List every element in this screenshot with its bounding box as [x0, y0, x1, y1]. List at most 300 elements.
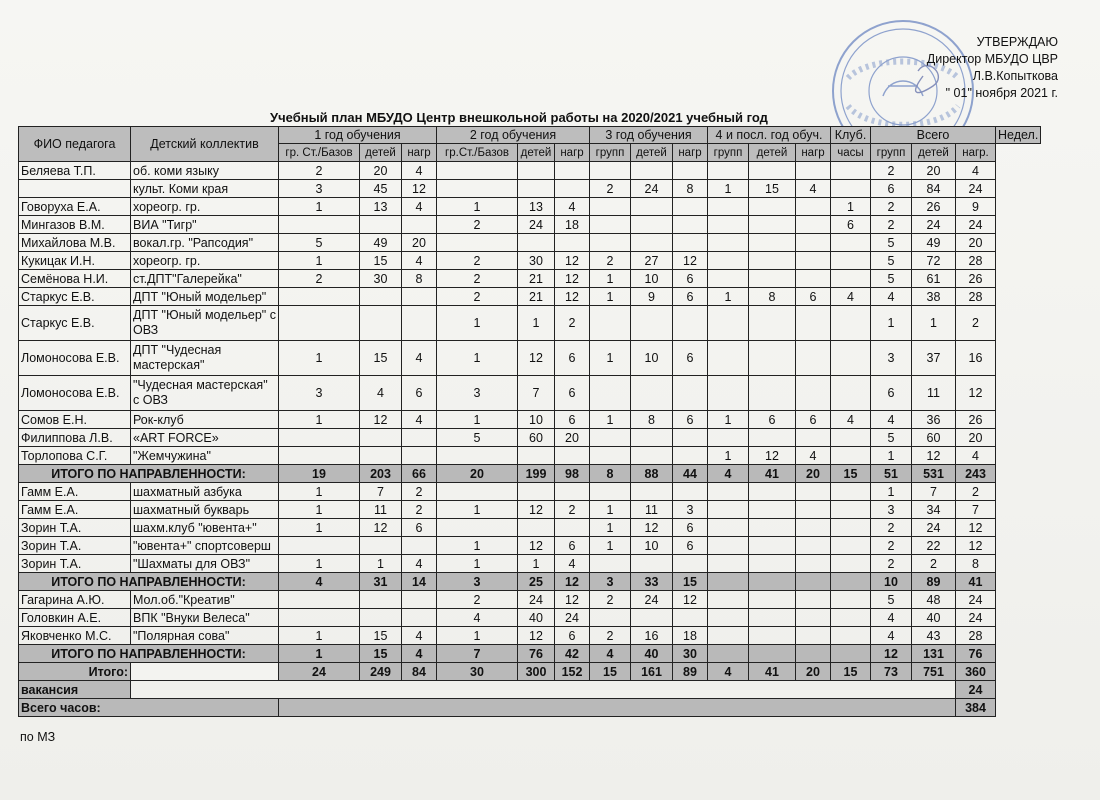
value-cell: 1 [279, 198, 360, 216]
subtotal-value: 3 [590, 573, 631, 591]
value-cell: 12 [518, 341, 555, 376]
value-cell: 2 [871, 537, 912, 555]
value-cell [437, 519, 518, 537]
value-cell: 28 [956, 627, 996, 645]
value-cell [590, 609, 631, 627]
teacher-name: Михайлова М.В. [19, 234, 131, 252]
value-cell: 5 [437, 429, 518, 447]
value-cell: 7 [912, 483, 956, 501]
value-cell: 10 [631, 537, 673, 555]
table-row [19, 270, 1041, 288]
value-cell [279, 609, 360, 627]
value-cell: 15 [360, 252, 402, 270]
value-cell: 28 [956, 252, 996, 270]
grand-total-value: 84 [402, 663, 437, 681]
value-cell [518, 519, 555, 537]
subtotal-value: 7 [437, 645, 518, 663]
header-year4: 4 и посл. год обуч. [708, 127, 831, 144]
value-cell: 27 [631, 252, 673, 270]
approval-position: Директор МБУДО ЦВР [926, 52, 1058, 66]
value-cell: 12 [749, 447, 796, 465]
value-cell: 3 [279, 180, 360, 198]
grand-total-value: 30 [437, 663, 518, 681]
value-cell: 2 [279, 270, 360, 288]
value-cell [708, 376, 749, 411]
value-cell: 1 [437, 501, 518, 519]
collective-name: шахматный букварь [131, 501, 279, 519]
empty-cell [279, 699, 956, 717]
subtotal-value [796, 645, 831, 663]
subtotal-value: 12 [871, 645, 912, 663]
value-cell: 9 [631, 288, 673, 306]
value-cell: 5 [279, 234, 360, 252]
value-cell: 4 [956, 447, 996, 465]
subtotal-value: 33 [631, 573, 673, 591]
value-cell [279, 288, 360, 306]
subtotal-value: 42 [555, 645, 590, 663]
value-cell: 4 [402, 627, 437, 645]
value-cell: 6 [673, 341, 708, 376]
subtotal-value: 15 [831, 465, 871, 483]
vacancy-label: вакансия [19, 681, 131, 699]
table-row [19, 555, 1041, 573]
value-cell: 4 [555, 198, 590, 216]
value-cell: 4 [555, 555, 590, 573]
value-cell [360, 537, 402, 555]
approval-signatory: Л.В.Копыткова [972, 69, 1058, 83]
value-cell [631, 483, 673, 501]
teacher-name [19, 180, 131, 198]
value-cell: 1 [871, 447, 912, 465]
value-cell [590, 447, 631, 465]
teacher-name: Старкус Е.В. [19, 288, 131, 306]
subtotal-label: ИТОГО ПО НАПРАВЛЕННОСТИ: [19, 573, 279, 591]
value-cell: 1 [437, 198, 518, 216]
value-cell [749, 198, 796, 216]
table-row [19, 483, 1041, 501]
subtotal-value: 41 [956, 573, 996, 591]
value-cell: 60 [518, 429, 555, 447]
value-cell [590, 306, 631, 341]
collective-name: Рок-клуб [131, 411, 279, 429]
value-cell [831, 519, 871, 537]
subtotal-value: 14 [402, 573, 437, 591]
value-cell: 1 [590, 341, 631, 376]
value-cell: 22 [912, 537, 956, 555]
table-row [19, 288, 1041, 306]
value-cell: 15 [749, 180, 796, 198]
subtotal-value [831, 573, 871, 591]
subtotal-value [749, 645, 796, 663]
value-cell [279, 447, 360, 465]
value-cell: 4 [956, 162, 996, 180]
value-cell: 6 [402, 376, 437, 411]
value-cell [708, 609, 749, 627]
value-cell: 2 [437, 270, 518, 288]
value-cell: 24 [956, 609, 996, 627]
value-cell [673, 429, 708, 447]
table-row [19, 216, 1041, 234]
value-cell: 4 [402, 341, 437, 376]
grand-total-value: 73 [871, 663, 912, 681]
subheader-cell: детей [518, 144, 555, 162]
subtotal-value: 243 [956, 465, 996, 483]
subtotal-value: 76 [956, 645, 996, 663]
collective-name: шахм.клуб "ювента+" [131, 519, 279, 537]
subheader-cell: нагр [402, 144, 437, 162]
vacancy-value: 24 [956, 681, 996, 699]
value-cell [749, 501, 796, 519]
value-cell: 5 [871, 252, 912, 270]
value-cell [631, 376, 673, 411]
value-cell: 8 [402, 270, 437, 288]
value-cell: 24 [631, 591, 673, 609]
value-cell [796, 270, 831, 288]
collective-name: ДПТ "Юный модельер" с ОВЗ [131, 306, 279, 341]
value-cell [708, 234, 749, 252]
value-cell: 2 [590, 591, 631, 609]
value-cell: 26 [912, 198, 956, 216]
value-cell: 2 [279, 162, 360, 180]
subtotal-value [749, 573, 796, 591]
value-cell: 6 [402, 519, 437, 537]
value-cell [749, 306, 796, 341]
value-cell [796, 162, 831, 180]
value-cell: 24 [956, 591, 996, 609]
value-cell [673, 306, 708, 341]
value-cell [796, 376, 831, 411]
grand-total-value: 161 [631, 663, 673, 681]
teacher-name: Ломоносова Е.В. [19, 376, 131, 411]
value-cell: 4 [796, 447, 831, 465]
value-cell [749, 252, 796, 270]
value-cell [796, 341, 831, 376]
value-cell [673, 162, 708, 180]
value-cell [631, 555, 673, 573]
all-hours-row [19, 699, 1041, 717]
teacher-name: Сомов Е.Н. [19, 411, 131, 429]
value-cell [631, 429, 673, 447]
value-cell: 1 [708, 447, 749, 465]
value-cell: 24 [956, 216, 996, 234]
value-cell: 11 [912, 376, 956, 411]
value-cell: 12 [555, 288, 590, 306]
value-cell [279, 537, 360, 555]
value-cell: 2 [590, 252, 631, 270]
value-cell [831, 234, 871, 252]
value-cell [831, 252, 871, 270]
value-cell [279, 306, 360, 341]
value-cell [708, 429, 749, 447]
value-cell: 21 [518, 288, 555, 306]
value-cell: 2 [555, 501, 590, 519]
value-cell: 30 [518, 252, 555, 270]
value-cell [518, 234, 555, 252]
value-cell: 28 [956, 288, 996, 306]
value-cell: 2 [871, 162, 912, 180]
value-cell [555, 483, 590, 501]
grand-total-value: 249 [360, 663, 402, 681]
value-cell: 3 [871, 341, 912, 376]
subheader-cell: детей [749, 144, 796, 162]
value-cell [360, 306, 402, 341]
value-cell: 12 [518, 627, 555, 645]
value-cell: 1 [912, 306, 956, 341]
value-cell [796, 555, 831, 573]
teacher-name: Торлопова С.Г. [19, 447, 131, 465]
value-cell: 1 [871, 306, 912, 341]
value-cell [749, 609, 796, 627]
value-cell: 2 [437, 591, 518, 609]
value-cell: 1 [279, 627, 360, 645]
subheader-cell: групп [590, 144, 631, 162]
value-cell: 1 [518, 555, 555, 573]
value-cell: 12 [956, 537, 996, 555]
value-cell [590, 555, 631, 573]
value-cell [437, 483, 518, 501]
value-cell: 6 [796, 411, 831, 429]
value-cell: 24 [518, 216, 555, 234]
subtotal-value: 30 [673, 645, 708, 663]
collective-name: ст.ДПТ"Галерейка" [131, 270, 279, 288]
value-cell [708, 306, 749, 341]
value-cell: 48 [912, 591, 956, 609]
table-header-row [19, 127, 1041, 144]
subtotal-value [831, 645, 871, 663]
value-cell: 60 [912, 429, 956, 447]
header-collective: Детский коллектив [131, 127, 279, 162]
value-cell [749, 162, 796, 180]
value-cell: 9 [956, 198, 996, 216]
value-cell: 15 [360, 341, 402, 376]
value-cell [796, 483, 831, 501]
value-cell: 6 [673, 411, 708, 429]
value-cell: 1 [871, 483, 912, 501]
value-cell [631, 234, 673, 252]
value-cell: 20 [360, 162, 402, 180]
value-cell: 1 [437, 306, 518, 341]
value-cell: 12 [631, 519, 673, 537]
value-cell: 1 [518, 306, 555, 341]
subtotal-value: 89 [912, 573, 956, 591]
teacher-name: Зорин Т.А. [19, 537, 131, 555]
header-total: Всего [871, 127, 996, 144]
value-cell [402, 288, 437, 306]
approval-heading: УТВЕРЖДАЮ [976, 35, 1058, 49]
table-row [19, 162, 1041, 180]
value-cell [831, 180, 871, 198]
subheader-cell: гр.Ст./Базов [437, 144, 518, 162]
value-cell [796, 429, 831, 447]
value-cell: 2 [590, 627, 631, 645]
value-cell: 6 [555, 627, 590, 645]
value-cell [673, 216, 708, 234]
grand-total-value: 24 [279, 663, 360, 681]
value-cell: 10 [631, 270, 673, 288]
value-cell: 1 [831, 198, 871, 216]
subtotal-value: 40 [631, 645, 673, 663]
value-cell: 4 [402, 162, 437, 180]
value-cell: 2 [956, 483, 996, 501]
value-cell: 24 [631, 180, 673, 198]
value-cell: 10 [631, 341, 673, 376]
value-cell: 2 [871, 519, 912, 537]
value-cell [402, 447, 437, 465]
value-cell [749, 555, 796, 573]
teacher-name: Ломоносова Е.В. [19, 341, 131, 376]
value-cell [708, 627, 749, 645]
collective-name: хореогр. гр. [131, 252, 279, 270]
value-cell: 49 [912, 234, 956, 252]
value-cell [555, 234, 590, 252]
subheader-cell: групп [708, 144, 749, 162]
collective-name: вокал.гр. "Рапсодия" [131, 234, 279, 252]
footer-note: по МЗ [20, 730, 56, 744]
value-cell: 6 [673, 270, 708, 288]
value-cell: 12 [673, 252, 708, 270]
value-cell: 12 [912, 447, 956, 465]
value-cell [590, 198, 631, 216]
value-cell: 2 [437, 288, 518, 306]
value-cell [831, 341, 871, 376]
subtotal-value: 131 [912, 645, 956, 663]
subtotal-value: 31 [360, 573, 402, 591]
value-cell: 2 [437, 216, 518, 234]
collective-name: «ART FORCE» [131, 429, 279, 447]
subtotal-value: 66 [402, 465, 437, 483]
value-cell: 2 [871, 216, 912, 234]
value-cell: 1 [590, 270, 631, 288]
table-row [19, 341, 1041, 376]
value-cell: 6 [871, 180, 912, 198]
value-cell: 6 [673, 519, 708, 537]
value-cell [831, 627, 871, 645]
collective-name: ДПТ "Чудесная мастерская" [131, 341, 279, 376]
value-cell: 4 [871, 627, 912, 645]
value-cell: 4 [871, 609, 912, 627]
value-cell: 1 [279, 483, 360, 501]
value-cell: 5 [871, 591, 912, 609]
value-cell: 84 [912, 180, 956, 198]
header-fio: ФИО педагога [19, 127, 131, 162]
collective-name: "ювента+" спортсоверш [131, 537, 279, 555]
value-cell [673, 198, 708, 216]
subtotal-value: 4 [708, 465, 749, 483]
value-cell: 2 [590, 180, 631, 198]
grand-total-value: 300 [518, 663, 555, 681]
value-cell: 4 [437, 609, 518, 627]
value-cell: 12 [673, 591, 708, 609]
value-cell [673, 447, 708, 465]
value-cell: 1 [590, 537, 631, 555]
value-cell [673, 234, 708, 252]
value-cell: 13 [518, 198, 555, 216]
teacher-name: Головкин А.Е. [19, 609, 131, 627]
value-cell: 11 [631, 501, 673, 519]
value-cell: 16 [956, 341, 996, 376]
subtotal-value: 44 [673, 465, 708, 483]
subtotal-value: 20 [796, 465, 831, 483]
value-cell [279, 591, 360, 609]
value-cell: 24 [518, 591, 555, 609]
value-cell [402, 609, 437, 627]
value-cell: 20 [402, 234, 437, 252]
value-cell: 1 [279, 341, 360, 376]
value-cell: 1 [360, 555, 402, 573]
subtotal-value: 10 [871, 573, 912, 591]
value-cell [555, 447, 590, 465]
subheader-cell: нагр [555, 144, 590, 162]
value-cell [631, 306, 673, 341]
value-cell [831, 270, 871, 288]
value-cell: 61 [912, 270, 956, 288]
value-cell [796, 216, 831, 234]
grand-total-value: 4 [708, 663, 749, 681]
value-cell: 1 [590, 411, 631, 429]
value-cell [631, 198, 673, 216]
subtotal-value: 41 [749, 465, 796, 483]
value-cell: 1 [590, 501, 631, 519]
value-cell: 38 [912, 288, 956, 306]
table-row [19, 411, 1041, 429]
value-cell: 36 [912, 411, 956, 429]
value-cell: 4 [871, 411, 912, 429]
empty-cell [131, 681, 956, 699]
value-cell: 26 [956, 411, 996, 429]
value-cell [402, 537, 437, 555]
value-cell: 4 [796, 180, 831, 198]
vacancy-row [19, 681, 1041, 699]
table-row [19, 376, 1041, 411]
value-cell [590, 376, 631, 411]
value-cell: 2 [437, 252, 518, 270]
table-row [19, 234, 1041, 252]
value-cell [402, 591, 437, 609]
header-week: Недел. [996, 127, 1041, 144]
value-cell [831, 591, 871, 609]
teacher-name: Филиппова Л.В. [19, 429, 131, 447]
approval-block [927, 34, 1058, 102]
subheader-cell: детей [912, 144, 956, 162]
value-cell: 1 [437, 627, 518, 645]
value-cell: 6 [831, 216, 871, 234]
value-cell: 1 [708, 180, 749, 198]
collective-name: ВПК "Внуки Велеса" [131, 609, 279, 627]
value-cell: 4 [831, 288, 871, 306]
value-cell [631, 162, 673, 180]
value-cell [590, 429, 631, 447]
collective-name: хореогр. гр. [131, 198, 279, 216]
value-cell [590, 483, 631, 501]
value-cell: 24 [912, 519, 956, 537]
value-cell: 1 [437, 341, 518, 376]
study-plan-table [18, 126, 1041, 717]
value-cell: 13 [360, 198, 402, 216]
value-cell: 20 [555, 429, 590, 447]
value-cell: 6 [796, 288, 831, 306]
value-cell [673, 376, 708, 411]
value-cell: 1 [590, 519, 631, 537]
subheader-cell: нагр [796, 144, 831, 162]
value-cell: 12 [518, 501, 555, 519]
subheader-cell: гр. Ст./Базов [279, 144, 360, 162]
subheader-cell: детей [631, 144, 673, 162]
value-cell [590, 234, 631, 252]
value-cell [749, 627, 796, 645]
value-cell [796, 519, 831, 537]
subtotal-value: 98 [555, 465, 590, 483]
value-cell: 1 [279, 555, 360, 573]
